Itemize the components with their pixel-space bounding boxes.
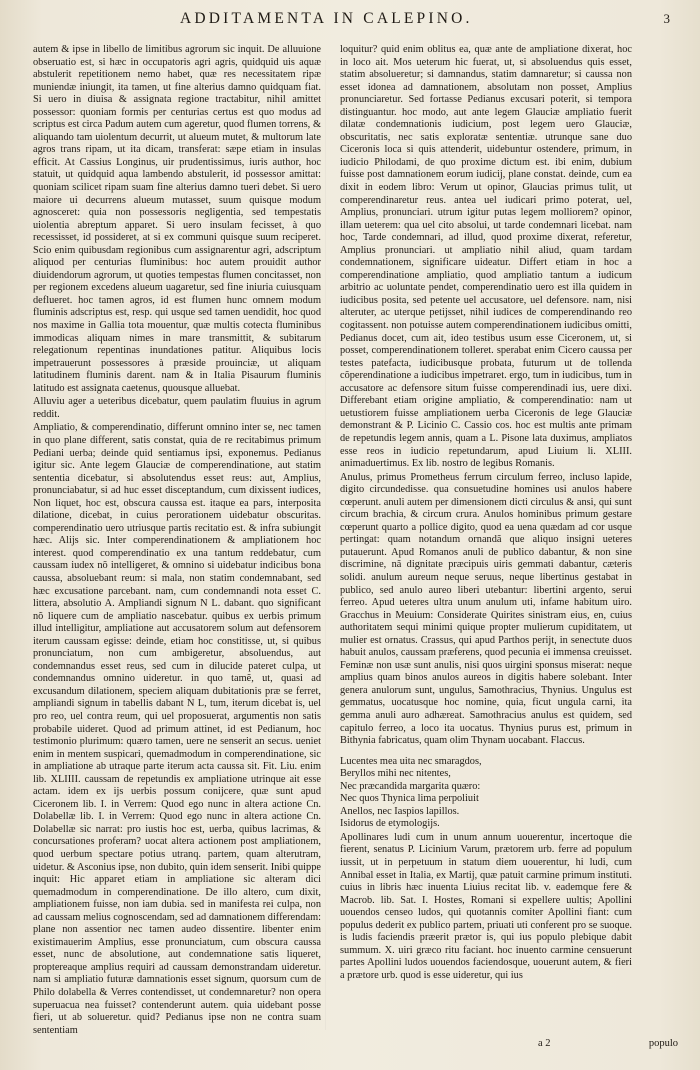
verse-line: Beryllos mihi nec nitentes, bbox=[340, 768, 451, 780]
column-gutter bbox=[325, 60, 326, 1030]
page-number: 3 bbox=[663, 11, 670, 26]
entry-alluvio-continued: autem & ipse in libello de limitibus agrorum sic inquit. De alluuione obseruatio est, si hæc in occupatoris agri agris, quidquid uis aquæ abstulerit repetitionem nemo habet, quæ res necessitatem ripæ muniendæ iniungit, ita tamen, ut fine alterius damno quidquam fiat. Si uero in diuisa & assignata regione tractabitur, nihil amittet possessor: quoniam formis per centurias certus est quo modus ad scriptus est circa Padum autem cum ageretur, quod flumen torrens, & aliquando tam uiolentum decurrit, ut alueum mutet, & multorum late agros trans ripam, ut ita dicam, transferat: sæpe etiam in insulas efficit. At Cassius Longinus, uir prudentissimus, iuris author, hoc statuit, ut quidquid aqua lambendo abstulerit, id possessor amittat: quoniam scilicet ripam suam fine alterius damno tueri debet. Si uero maiore ui decurrens alueum mutasset, suum quisque modum agnosceret: quia non possessoris negligentia, sed tempestatis uiolentia abreptum apparet. Si uero insulam fecisset, à quo recessisset, id possideret, at si ex communi quisque suum reciperet. Scio enim quibusdam regionibus cum assignarentur agri, adscriptum aliquod per centurias fluminibus: hoc autem prouidit author diuidendorum agrorum, ut quoties tempestas flumen concitasset, non per regionem excedens alueum uagaretur, sed fine iniuria cuiusquam deflueret. hoc tamen agros, id est flumen hunc omnem modum fluminis adscriptus est, resp. qui usque sed tamen uendidit, hoc quod nos maxime in Gallia tota mouentur, quæ multis cotecta fluminibus immodicas aliquam nimes in mare transmittit, & subitarum relegationum repentinas inundationes patitur. Aliquibus locis impetrauerunt possessores à præside prouinciæ, ut aliquam latitudinem fluminis darent. nam & in Italia Pisaurum fluminis latitudo est assignata caetenus, quousque alluebat. bbox=[33, 44, 321, 394]
right-column bbox=[340, 44, 632, 982]
entry-ampliatio: Ampliatio, & comperendinatio, differunt omnino inter se, nec tamen in quo plane different, satis constat, quia de re recitabimus primum Pediani uerba; deinde quid sentiamus ipsi, exponemus. Pedianus igitur sic. Ante legem Glauciæ de comperendinatione, aut statim sententia dicebatur, si absolutendus esset reus: aut, Amplius, pronunciabatur, si ad huc esset disceptandum, cum dixissent iudices, Non liquet, hoc est, obscura caussa est. itaque ea pars, interposita dilatione, dicebat, in cuius perorationem uidebatur obscuritas. comperendinatio uero utriusque partis recitatio est. & infra subiungit hæc. Alijs sic. Inter comperendinationem & ampliationem hoc interest. quod comperendinatio ex una tantum reddebatur, cum caussam iudex nõ intelligeret, & omnino si uidebatur indicibus bona caussa, absoluebant reum: si mala, non statim condemnabant, sed hæc excusatione parcebant. nam, cum condemnandi nota esset C. littera, absolutio A. Ampliandi signum N L. dabant. quo significant nõ liquere cum de ampliatio nascebatur. quibus ex uerbis primum illud intelligitur, ampliatione aut accusatorem solum aut defensorem iterum caussam egisse: deinde, etiam hoc constitisse, ut, si quibus pronunciatum, non cum ambigeretur, absoluendus, aut condemnandus esset reus, sed cum in dilucide pateret culpa, ut condemnandus omnino uideretur. in quo tamẽ, ut, quasi ad excusandum dilationem, speciem aliquam dubitationis præ se ferret, ampliandi signum in tabellis dabant N L, tum, iterum dicebat is, uel pro reo, uel contra reum, qui uel proposuerat, argumentis non satis probabile uideret. Quod ad primum attinet, id est Pedianum, hoc testimonio plurimum: quæro tamen, uere ne senserit an secus. ueniet enim in mentem suspicari, quemadmodum in comperendinatione, sic in ampliatione ab utraque parte iterum acta caussa sit. Fit. Liu. enim lib. XLIIII. caussam de repetundis ex ampliatione utrinque ait esse actam. idem ex ijs uerbis possum conijcere, quæ sunt apud Ciceronem lib. I. in Verrem: Quod ego nunc in altera actione Cn. Dolabellæ lib. I. in Verrem: Quod ego nunc in altera actione Cn. Dolabellæ sic narrat: pro iustis hoc est, uerba, quibus lacrimas, & concursationes proferam? uocat altera actionem post ampliationem, quod uerbum spectare potius utranq. partem, quam alterutram, uidetur. & Asconius ipse, non dubito, quin idem senserit. Inibi quippe inquit: Hic apparet etiam in ampliatione sic alteram dici quemadmodum in comperendinatione. De illo altero, cum dixit, ampliationem fuisse, non iam dubia. sed in manifesta rei culpa, non ad caussam melius cognoscendam, sed ad damnationem differendam: plane non assentior nec tamen audeo dissentire. libenter enim existimauerim Amplius, esse pronunciatum, cum obscura caussa esset, nunc de absolutione, aut condemnatione satis liqueret, proptereaque amplius requiri ad caussam demonstrandam uideretur. nam si ampliatio futuræ damnationis esset signum, quorsum cum de Philo dolabella & Verres contendisset, ut condemnaretur? non opera superuacua nea fuisset? contenderunt autem. quia uidebant posse fieri, ut ab solueretur. quid? Pedianus ipse non ne contra suam sententiam bbox=[33, 422, 321, 1036]
entry-alluvius-ager: Alluviu ager a ueteribus dicebatur, quem paulatim fluuius in agrum reddit. bbox=[33, 396, 321, 420]
entry-ampliatio-continued: loquitur? quid enim oblitus ea, quæ ante de ampliatione dixerat, hoc in loco ait. Mos ueterum hic fuerat, ut, si absoluendus quis esset, statim absolueretur; si damnandus, statim damnaretur; si caussa non esset idonea ad damnationem, absolutam non posset, Amplius pronunciaretur. Sed fortasse Pedianus excusari poterit, si tempora distinguantur. hoc modo, aut ante legem Glauciæ ampliatio fuerit dilatæ condemnationis iudicium, post legem uero Glauciæ, obscuritatis, nec satis exploratæ sententiæ. utrunque sane duo Ciceronis loca si quis attenderit, uidebuntur ostendere, primum, in iudicio Philodami, de quo proxime dictum est. ibi enim, dubium fuisse post damnationem eorum iudicij, plane constat. deinde, cum ea dixit in eodem libro: Verum ut opinor, Glaucias primus tulit, ut comperendinaretur reus. antea uel iudicari primo poterat, uel, Amplius, pronunciari. utrum igitur putas legem molliorem? opinor, illam ueterem: qua uel cito absolui, ut tarde condemnari licebat. nam hoc, Tarde condemnari, ad illud, quod proxime dixerat, referetur, Amplius pronunciari. ut ampliatio nihil aliud, quam tardam condemnationem, significare uideatur. Differt etiam in hoc a comperendinatione ampliatio, quod ampliatio tantum a iudicum arbitrio ac uoluntate pendet, comperendinatio uero est illa quidem in iudicibus posita, sed petente uel accusatore, uel defensore. nam, nisi alteruter, ac uterque petijsset, nihil iudices de comperendinando reo cogitassent. non potuisse autem comperendinationem iudicibus omitti, Pedianus docet, cum ait, ideo testibus usum esse Ciceronem, ut, si posset, comperendinationem tolleret. sperabat enim Cicero caussa per testes patefacta, iudicibusque probata, futurum ut de tollenda cõperendinatione a iudicibus impetraret. ergo, tum in iudicibus, tum in accusatore ac defensore situm fuisse comperendinadi ius, uere dixi. Differebant etiam origine ampliatio, & comperendinatio: nam ut uetustiorem fuisse ampliationem uerba Ciceronis de lege Glauciæ demonstrant & P. Licinio C. Cassio cos. hoc est multis ante primam de repetundis legem annis, quam a L. Pisone lata duximus, ampliatos esse reos in iudicio repetundarum, apud Liuium li. XLIII. animaduertimus. Ex lib. nostro de legibus Romanis. bbox=[340, 44, 632, 470]
verse-line: Nec præcandida margarita quæro: bbox=[340, 780, 481, 792]
verse-source: Isidorus de etymologijs. bbox=[340, 818, 440, 830]
page-header bbox=[0, 6, 700, 40]
catchword: populo bbox=[648, 1038, 678, 1049]
verse-line: Lucentes mea uita nec smaragdos, bbox=[340, 755, 482, 767]
page-footer bbox=[498, 1038, 678, 1058]
running-title: ADDITAMENTA IN CALEPINO. bbox=[180, 10, 473, 27]
entry-anulus: Anulus, primus Prometheus ferrum circulum ferreo, incluso lapide, digito circundedisse. qua consuetudine homines usi anulos habere cœperunt. anuli autem per dimensionem dicti circulus & ansi, qui sunt circum brachia, & circum crura. Anulos hominibus primum gestare cœperunt quarto a pollice digito, quod ea uena quædam ad cor usque pertingat: quam notandum ornandã que aliquo insigni ueteres putauerunt. Apud Romanos anuli de publico dabantur, & non sine discrimine, nã dignitate præcipuis uiris gemmati dabantur, cæteris solidi. anulum aureum neque seruus, neque libertinus gestabat in publico, sed anulo aureo liberi utebantur: libertini argento, serui ferreo. Apud ueteres ultra unum anulum uti, infame habitum uiro. Gracchus in Meuium: Considerate Quirites sinistram eius, en, cuius authoritatem sequi minimi quique propter mulierum cupiditatem, ut mulier est ornatus. Crassus, qui apud Parthos perijt, in senectute duos habuit anulos, caussam præferens, quod pecunia ei immensa creuisset. Feminæ non usæ sunt anulis, nisi quos uirgini sponsus miserat: neque amplius quam binos anulos aureos in digitis habere solebant. Inter genera anulorum sunt, ungulus, Samothracius, Thynius. Ungulus est gemmatus, uocatusque hoc nomine, quia, ficut ungula carni, ita gemma anuli auro adhæreat. Samothracius anulus est quidem, sed capitulo ferreo, a loco ita uocatus. Thynius purus est, primum in Bithynia fabricatus, quam olim Thynam uocabant. Flaccus. bbox=[340, 471, 632, 747]
left-column bbox=[33, 44, 321, 1037]
entry-apollinares: Apollinares ludi cum in unum annum uouerentur, incertoque die fierent, senatus P. Licinium Varum, prætorem urb. ferre ad populum iussit, ut in perpetuum in statum diem uouerentur, hi ludi, cum Annibal esset in Italia, ex Martij, quæ patuit carmine primum instituti. cuius in libris hæc inuenta Liuius recitat lib. v. eademque fere & Macrob. lib. Sat. I. Hostes, Romani si expellere uultis; Apollini uouendos censeo ludos, qui quotannis comiter Apollini fiant: cum populus dederit ex publico partem, priuati uti conferent pro se suoque. is ludis faciendis præerit prætor is, qui ius populo plebique dabit summum. X. uiri græco ritu faciant. hoc inuento carmine censuerunt partes Apollini ludos uouendos faciendosque, uouerunt autem, & fieri a prætore urb. quod is esse uideretur, qui ius bbox=[340, 831, 632, 981]
verse-line: Anellos, nec Iaspios lapillos. bbox=[340, 805, 460, 817]
verse-line: Nec quos Thynica lima perpoliuit bbox=[340, 793, 479, 805]
signature-mark: a 2 bbox=[538, 1038, 551, 1049]
